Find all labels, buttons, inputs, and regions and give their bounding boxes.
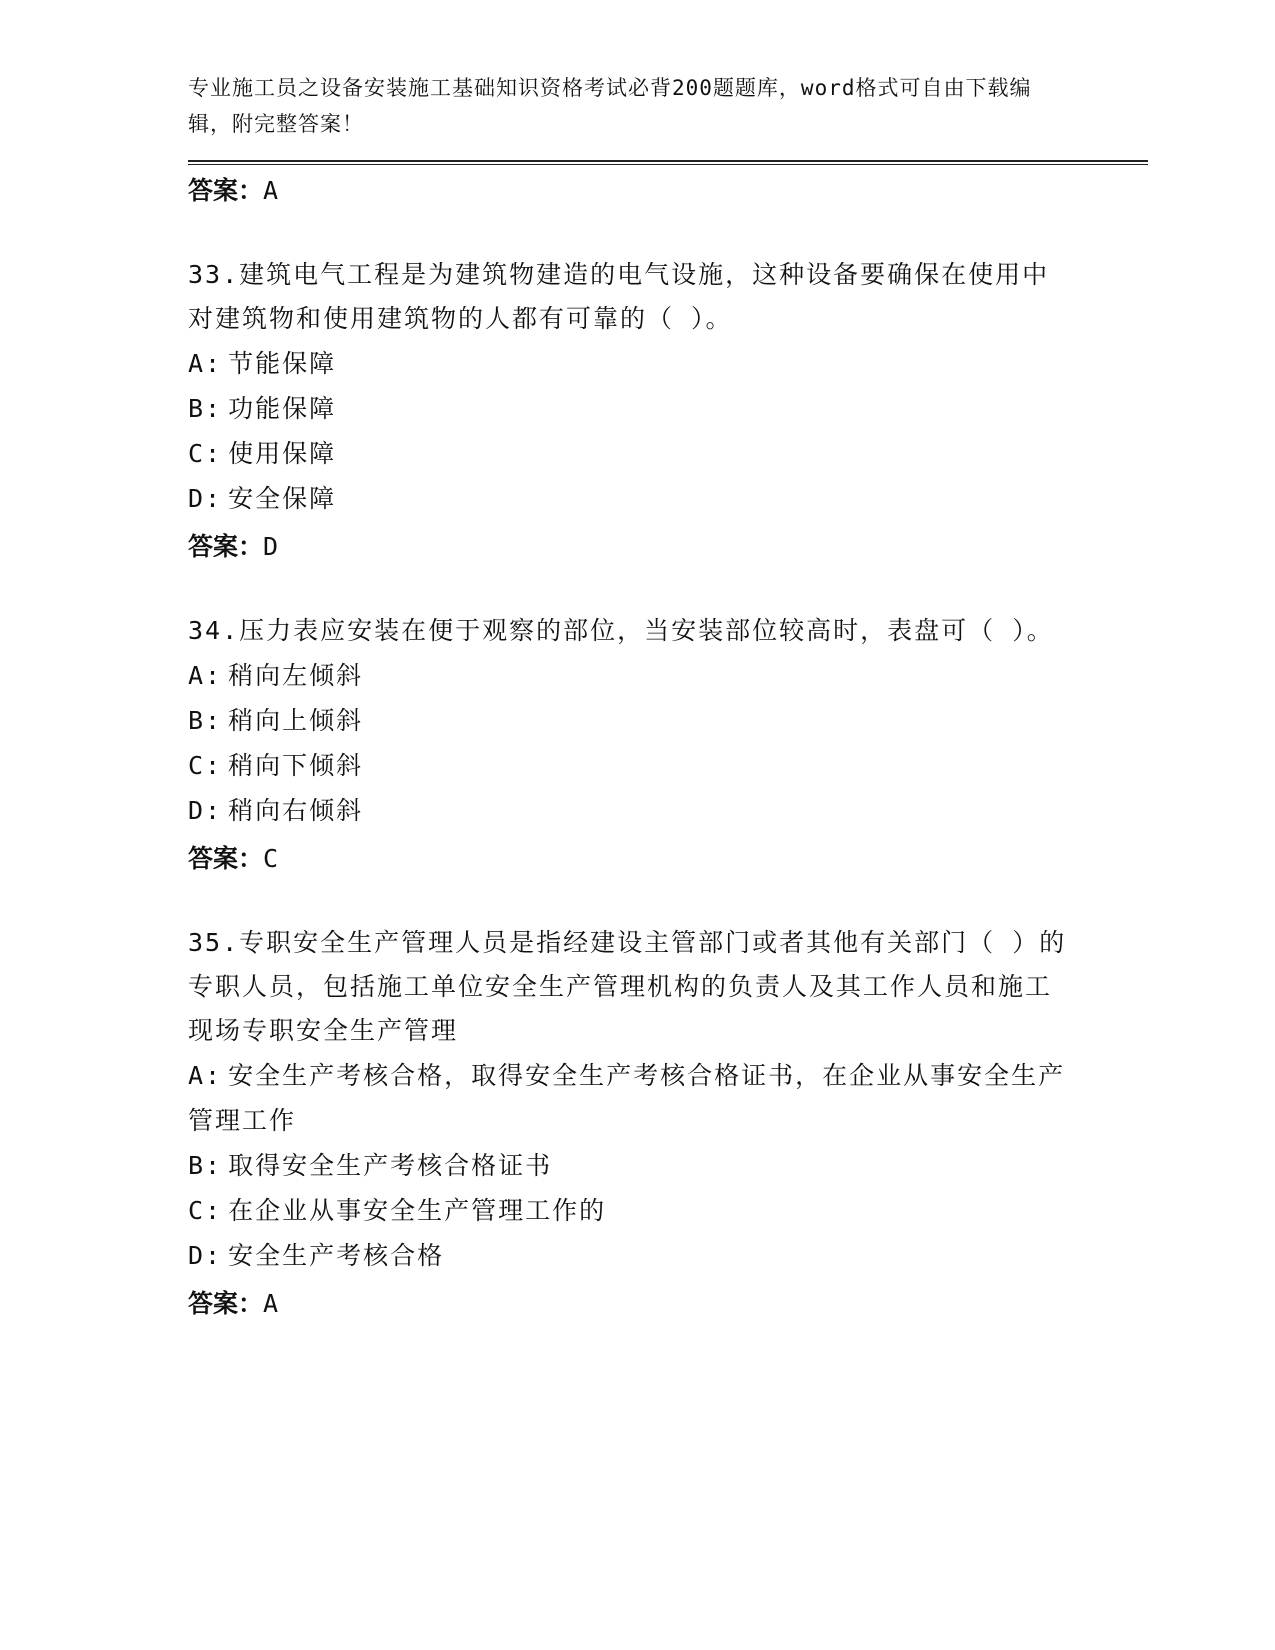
answer-value: A: [263, 176, 279, 205]
option-text: 安全保障: [228, 484, 337, 513]
option-label: A:: [188, 349, 223, 378]
option-text: 稍向右倾斜: [228, 796, 364, 825]
option-label: A:: [188, 661, 223, 690]
option-label: C:: [188, 751, 223, 780]
document-header: 专业施工员之设备安装施工基础知识资格考试必背200题题库，word格式可自由下载编辑，附完整答案！: [188, 76, 1032, 136]
answer-label: 答案：: [188, 844, 264, 873]
option-b: [188, 1143, 1068, 1188]
question-text: 33.建筑电气工程是为建筑物建造的电气设施，这种设备要确保在使用中对建筑物和使用建筑物的人都有可靠的（ ）。: [188, 260, 1050, 333]
option-label: D:: [188, 796, 223, 825]
option-text: 功能保障: [228, 394, 337, 423]
option-a: [188, 653, 1068, 698]
answer-line: [188, 527, 1148, 567]
option-a: [188, 1053, 1068, 1143]
option-text: 稍向上倾斜: [228, 706, 364, 735]
option-text: 安全生产考核合格: [228, 1241, 445, 1270]
option-d: [188, 476, 1068, 521]
option-text: 安全生产考核合格，取得安全生产考核合格证书，在企业从事安全生产管理工作: [188, 1061, 1066, 1135]
option-b: [188, 698, 1068, 743]
option-label: B:: [188, 706, 223, 735]
answer-label: 答案：: [188, 532, 264, 561]
option-c: [188, 1188, 1068, 1233]
option-label: C:: [188, 1196, 223, 1225]
answer-value: C: [263, 844, 279, 873]
header-divider: [188, 160, 1148, 165]
question-text: 34.压力表应安装在便于观察的部位，当安装部位较高时，表盘可（ ）。: [188, 616, 1054, 645]
option-c: [188, 431, 1068, 476]
answer-value: D: [263, 532, 279, 561]
option-label: B:: [188, 394, 223, 423]
option-label: C:: [188, 439, 223, 468]
answer-line: [188, 171, 1148, 211]
option-a: [188, 341, 1068, 386]
answer-label: 答案：: [188, 176, 264, 205]
option-label: D:: [188, 1241, 223, 1270]
option-c: [188, 743, 1068, 788]
question-block: [188, 253, 1148, 567]
question-block: [188, 609, 1148, 879]
option-b: [188, 386, 1068, 431]
option-label: B:: [188, 1151, 223, 1180]
option-text: 在企业从事安全生产管理工作的: [228, 1196, 607, 1225]
option-d: [188, 788, 1068, 833]
option-label: A:: [188, 1061, 223, 1090]
option-d: [188, 1233, 1068, 1278]
answer-value: A: [263, 1289, 279, 1318]
question-text: 35.专职安全生产管理人员是指经建设主管部门或者其他有关部门（ ）的专职人员，包括施工单位安全生产管理机构的负责人及其工作人员和施工现场专职安全生产管理: [188, 928, 1067, 1045]
option-text: 使用保障: [228, 439, 337, 468]
option-text: 节能保障: [228, 349, 337, 378]
answer-line: [188, 1284, 1148, 1324]
option-text: 取得安全生产考核合格证书: [228, 1151, 553, 1180]
option-text: 稍向左倾斜: [228, 661, 364, 690]
answer-label: 答案：: [188, 1289, 264, 1318]
document-page: [188, 70, 1148, 1324]
answer-line: [188, 839, 1148, 879]
question-block: [188, 921, 1148, 1324]
option-text: 稍向下倾斜: [228, 751, 364, 780]
option-label: D:: [188, 484, 223, 513]
